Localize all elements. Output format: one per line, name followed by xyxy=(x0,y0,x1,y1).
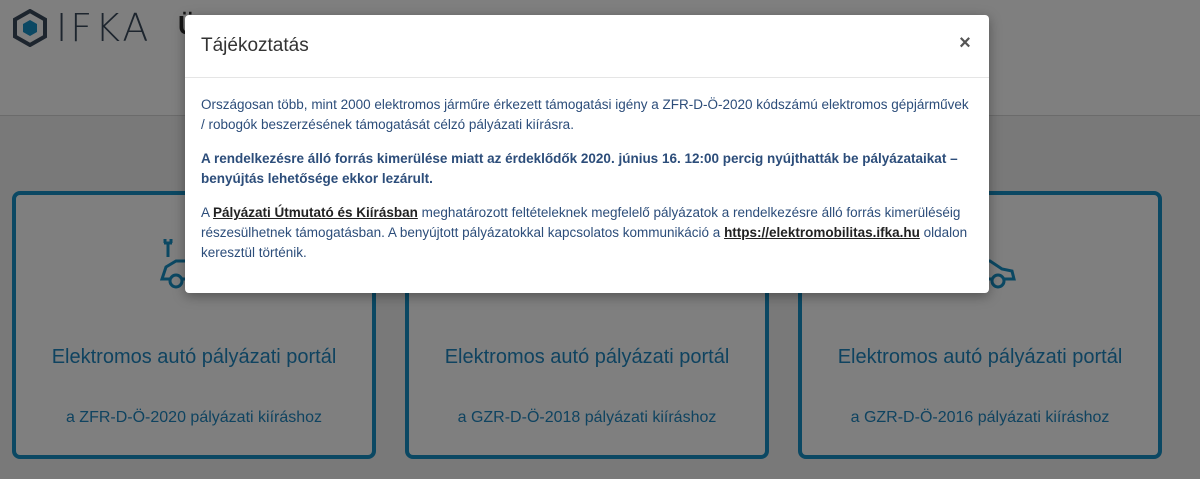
guide-link[interactable]: Pályázati Útmutató és Kiírásban xyxy=(213,205,418,220)
text-segment: oldalon keresztül történik. xyxy=(201,225,968,260)
info-modal xyxy=(185,15,989,293)
info-paragraph-1: Országosan több, mint 2000 elektromos járműre érkezett támogatási igény a ZFR-D-Ö-2020 kódszámú elektromos gépjárművek / robogók beszerzésének támogatását célzó pályázati kiírásra. xyxy=(201,97,969,132)
modal-body xyxy=(185,78,989,263)
text-segment: meghatározott feltételeknek megfelelő pályázatok a rendelkezésre álló forrás kimerüléséig részesülhetnek támogatásban. A benyújtott pályázatokkal kapcsolatos kommunikáció a xyxy=(201,205,961,240)
text-segment: A xyxy=(201,205,214,220)
close-button[interactable]: × xyxy=(959,32,971,54)
modal-title: Tájékoztatás xyxy=(201,35,309,56)
modal-header xyxy=(185,15,989,78)
deadline-notice: A rendelkezésre álló forrás kimerülése miatt az érdeklődők 2020. június 16. 12:00 percig nyújthatták be pályázataikat – benyújtás lehetősége ekkor lezárult. xyxy=(201,151,958,186)
portal-url-link[interactable]: https://elektromobilitas.ifka.hu xyxy=(724,225,920,240)
info-paragraph-3 xyxy=(201,203,973,263)
